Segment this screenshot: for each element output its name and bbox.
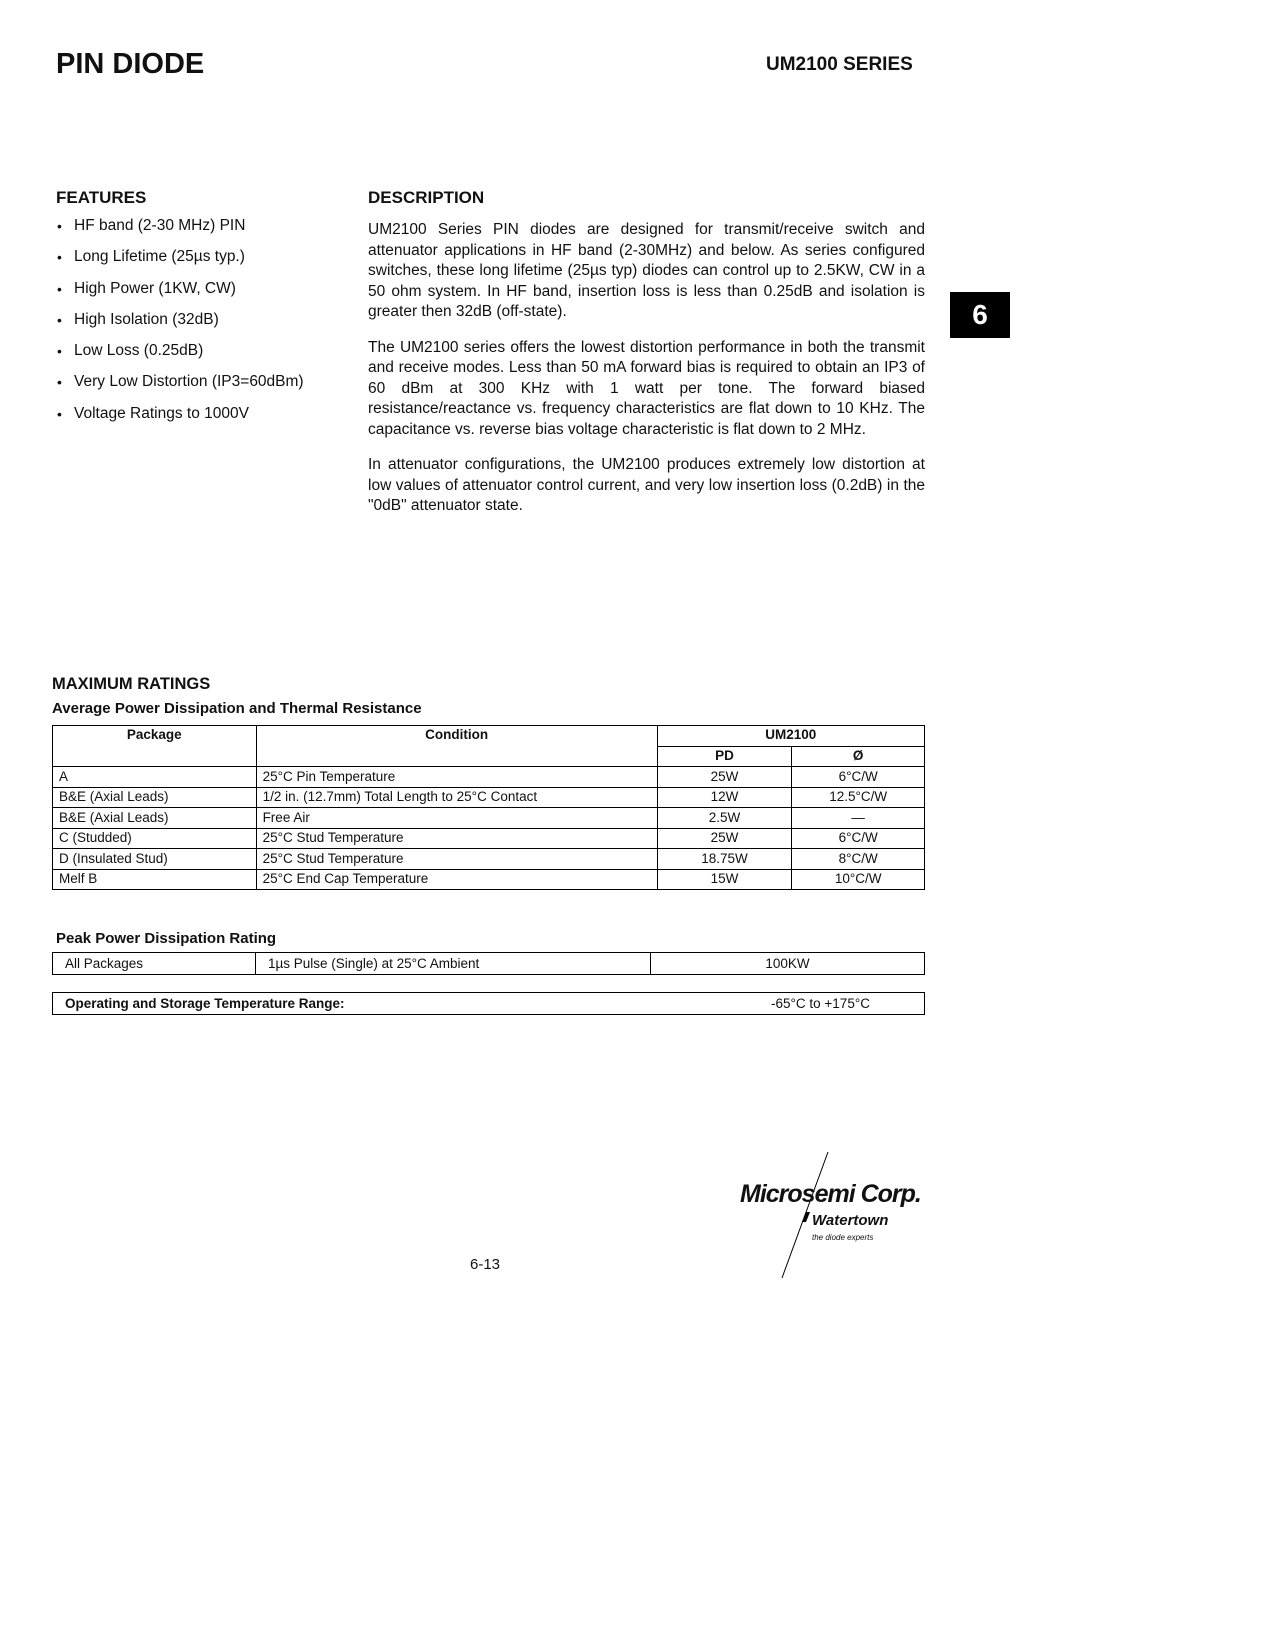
cell-package: All Packages	[53, 953, 256, 975]
table-row	[53, 767, 925, 788]
avg-power-table	[52, 725, 925, 890]
page-number: 6-13	[470, 1256, 501, 1273]
temp-range-label: Operating and Storage Temperature Range:	[65, 996, 345, 1011]
table-row	[53, 869, 925, 890]
feature-item: • Low Loss (0.25dB)	[56, 341, 356, 372]
avg-table-title: Average Power Dissipation and Thermal Resistance	[52, 700, 422, 717]
cell-theta: —	[792, 808, 925, 829]
logo-company: Microsemi Corp.	[740, 1180, 921, 1208]
header-package: Package	[53, 726, 257, 767]
cell-pd: 25W	[657, 767, 792, 788]
table-row	[53, 849, 925, 870]
cell-package: B&E (Axial Leads)	[53, 808, 257, 829]
cell-theta: 6°C/W	[792, 767, 925, 788]
cell-package: Melf B	[53, 869, 257, 890]
series-label: UM2100 SERIES	[766, 54, 913, 75]
temp-range-box	[52, 992, 925, 1015]
table-row	[53, 808, 925, 829]
cell-theta: 8°C/W	[792, 849, 925, 870]
cell-package: B&E (Axial Leads)	[53, 787, 257, 808]
cell-pd: 2.5W	[657, 808, 792, 829]
table-row	[53, 787, 925, 808]
description-paragraph: In attenuator configurations, the UM2100 produces extremely low distortion at low values of attenuator control current, and very low insertion loss (0.2dB) in the "0dB" attenuator state.	[368, 456, 925, 514]
feature-item: • HF band (2-30 MHz) PIN	[56, 216, 356, 247]
cell-pd: 18.75W	[657, 849, 792, 870]
temp-range-value: -65°C to +175°C	[771, 996, 870, 1011]
cell-pd: 25W	[657, 828, 792, 849]
cell-pd: 12W	[657, 787, 792, 808]
cell-condition: 1/2 in. (12.7mm) Total Length to 25°C Contact	[256, 787, 657, 808]
description-paragraph: UM2100 Series PIN diodes are designed for transmit/receive switch and attenuator applications in HF band (2-30MHz) and below. As series configured switches, these long lifetime (25µs typ) diodes can control up to 2.5KW, CW in a 50 ohm system. In HF band, insertion loss is less than 0.25dB and isolation is greater then 32dB (off-state).	[368, 221, 925, 320]
cell-theta: 6°C/W	[792, 828, 925, 849]
cell-condition: Free Air	[256, 808, 657, 829]
logo-location: Watertown	[812, 1212, 889, 1229]
feature-item: • High Power (1KW, CW)	[56, 279, 356, 310]
header-um2100: UM2100	[657, 726, 924, 747]
description-body	[368, 220, 925, 532]
feature-item: • Voltage Ratings to 1000V	[56, 404, 356, 435]
features-list	[56, 216, 356, 435]
table-row	[53, 828, 925, 849]
peak-table-title: Peak Power Dissipation Rating	[56, 930, 277, 947]
cell-value: 100KW	[651, 953, 925, 975]
header-condition: Condition	[256, 726, 657, 767]
features-heading: FEATURES	[56, 188, 147, 207]
cell-condition: 25°C Stud Temperature	[256, 849, 657, 870]
description-heading: DESCRIPTION	[368, 188, 485, 207]
feature-item: • High Isolation (32dB)	[56, 310, 356, 341]
section-tab: 6	[950, 292, 1010, 338]
header-pd: PD	[657, 746, 792, 767]
peak-power-table	[52, 952, 925, 975]
cell-pd: 15W	[657, 869, 792, 890]
description-paragraph: The UM2100 series offers the lowest distortion performance in both the transmit and receive modes. Less than 50 mA forward bias is required to obtain an IP3 of 60 dBm at 300 KHz with 1 watt per tone. The forward biased resistance/reactance vs. frequency characteristics are flat down to 10 KHz. The capacitance vs. reverse bias voltage characteristic is flat down to 2 MHz.	[368, 338, 925, 438]
cell-theta: 12.5°C/W	[792, 787, 925, 808]
cell-condition: 25°C End Cap Temperature	[256, 869, 657, 890]
cell-package: C (Studded)	[53, 828, 257, 849]
cell-theta: 10°C/W	[792, 869, 925, 890]
feature-item: • Long Lifetime (25µs typ.)	[56, 247, 356, 278]
page-title: PIN DIODE	[56, 48, 205, 80]
max-ratings-heading: MAXIMUM RATINGS	[52, 675, 211, 693]
cell-package: A	[53, 767, 257, 788]
company-logo	[740, 1150, 970, 1280]
header-theta: Ø	[792, 746, 925, 767]
cell-condition: 25°C Pin Temperature	[256, 767, 657, 788]
feature-item: • Very Low Distortion (IP3=60dBm)	[56, 372, 356, 403]
cell-package: D (Insulated Stud)	[53, 849, 257, 870]
cell-condition: 1µs Pulse (Single) at 25°C Ambient	[256, 953, 651, 975]
cell-condition: 25°C Stud Temperature	[256, 828, 657, 849]
table-row	[53, 953, 925, 975]
logo-tagline: the diode experts	[812, 1233, 874, 1242]
